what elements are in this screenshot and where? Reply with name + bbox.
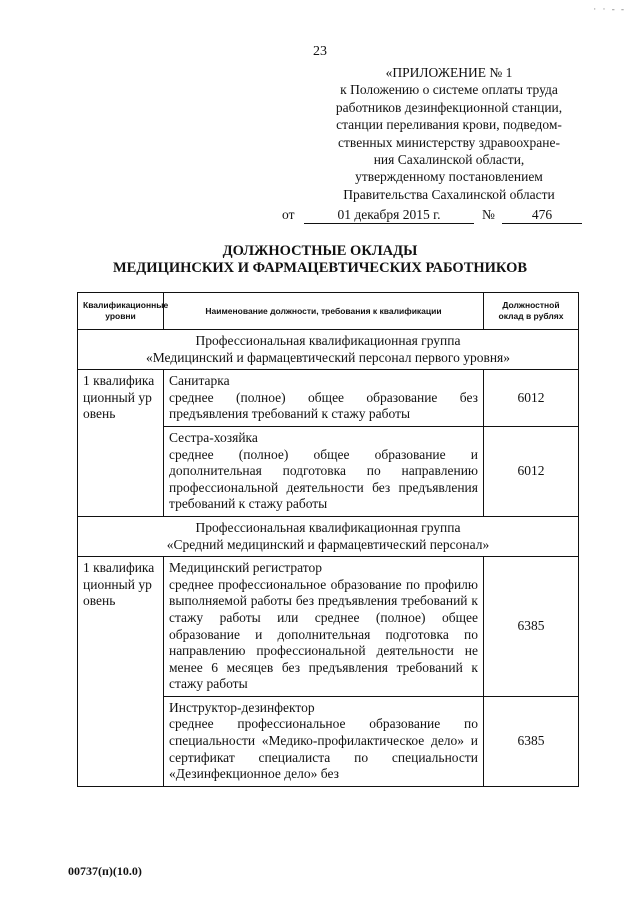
position-requirements: среднее (полное) общее образование без предъявления требований к стажу работы (169, 389, 478, 422)
salary-value: 6012 (484, 426, 579, 516)
group-heading-line-1: Профессиональная квалификационная группа (195, 519, 461, 535)
position-cell (164, 557, 484, 697)
qualification-level: 1 квалификационный уровень (78, 370, 164, 517)
salary-value: 6385 (484, 557, 579, 697)
salary-value: 6012 (484, 370, 579, 427)
table-header-row (78, 293, 579, 330)
position-name: Медицинский регистратор (169, 560, 322, 576)
group-heading-line-1: Профессиональная квалификационная группа (195, 333, 461, 348)
appendix-line: Правительства Сахалинской области (343, 186, 555, 202)
salary-table (77, 292, 579, 787)
group-heading (78, 330, 579, 370)
salary-value: 6385 (484, 696, 579, 786)
resolution-number: 476 (502, 207, 582, 224)
corner-marks: · · - - (593, 4, 626, 14)
document-title (0, 243, 640, 277)
position-name: Сестра-хозяйка (169, 429, 258, 445)
table-row (78, 370, 579, 427)
position-requirements: среднее профессиональное образование по профилю выполняемой работы без предъявления требований к стажу работы или среднее (полное) общее образование и дополнительная подготовка по направлению профессиональной деятельности не менее 6 месяцев без предъявления требований к стажу работы (169, 576, 478, 692)
from-label: от (282, 207, 295, 222)
position-cell (164, 370, 484, 427)
appendix-line: «ПРИЛОЖЕНИЕ № 1 (385, 65, 513, 80)
appendix-line: ния Сахалинской области, (373, 152, 525, 168)
group-row (78, 516, 579, 556)
group-heading-line-2: «Средний медицинский и фармацевтический персонал» (166, 536, 490, 552)
position-requirements: среднее профессиональное образование по специальности «Медико-профилактическое дело» и сертификат специалиста по специальности «Дезинфекционное дело» без (169, 716, 478, 782)
header-position: Наименование должности, требования к квалификации (164, 293, 484, 330)
position-requirements: среднее (полное) общее образование и дополнительная подготовка по направлению профессиональной деятельности без предъявления требований к стажу работы (169, 446, 478, 512)
appendix-line: утвержденному постановлением (355, 169, 543, 185)
title-line-1: ДОЛЖНОСТНЫЕ ОКЛАДЫ (222, 243, 418, 259)
page-number: 23 (313, 44, 327, 59)
appendix-block (318, 64, 580, 203)
appendix-line: ственных министерству здравоохране- (338, 134, 560, 150)
footer-code: 00737(п)(10.0) (68, 864, 142, 878)
group-heading (78, 516, 579, 556)
appendix-line: к Положению о системе оплаты труда (340, 82, 558, 98)
position-cell (164, 696, 484, 786)
qualification-level: 1 квалификационный уровень (78, 557, 164, 787)
resolution-date: 01 декабря 2015 г. (304, 207, 474, 224)
table-row (78, 557, 579, 697)
header-level: Квалификационные уровни (78, 293, 164, 330)
position-cell (164, 426, 484, 516)
header-salary: Должностной оклад в рублях (484, 293, 579, 330)
group-row (78, 330, 579, 370)
number-label: № (482, 207, 495, 222)
position-name: Санитарка (169, 373, 230, 389)
group-heading-line-2: «Медицинский и фармацевтический персонал первого уровня» (145, 349, 511, 365)
position-name: Инструктор-дезинфектор (169, 699, 315, 715)
appendix-line: работников дезинфекционной станции, (335, 99, 563, 115)
appendix-line: станции переливания крови, подведом- (336, 117, 562, 133)
title-line-2: МЕДИЦИНСКИХ И ФАРМАЦЕВТИЧЕСКИХ РАБОТНИКОВ (112, 260, 528, 276)
